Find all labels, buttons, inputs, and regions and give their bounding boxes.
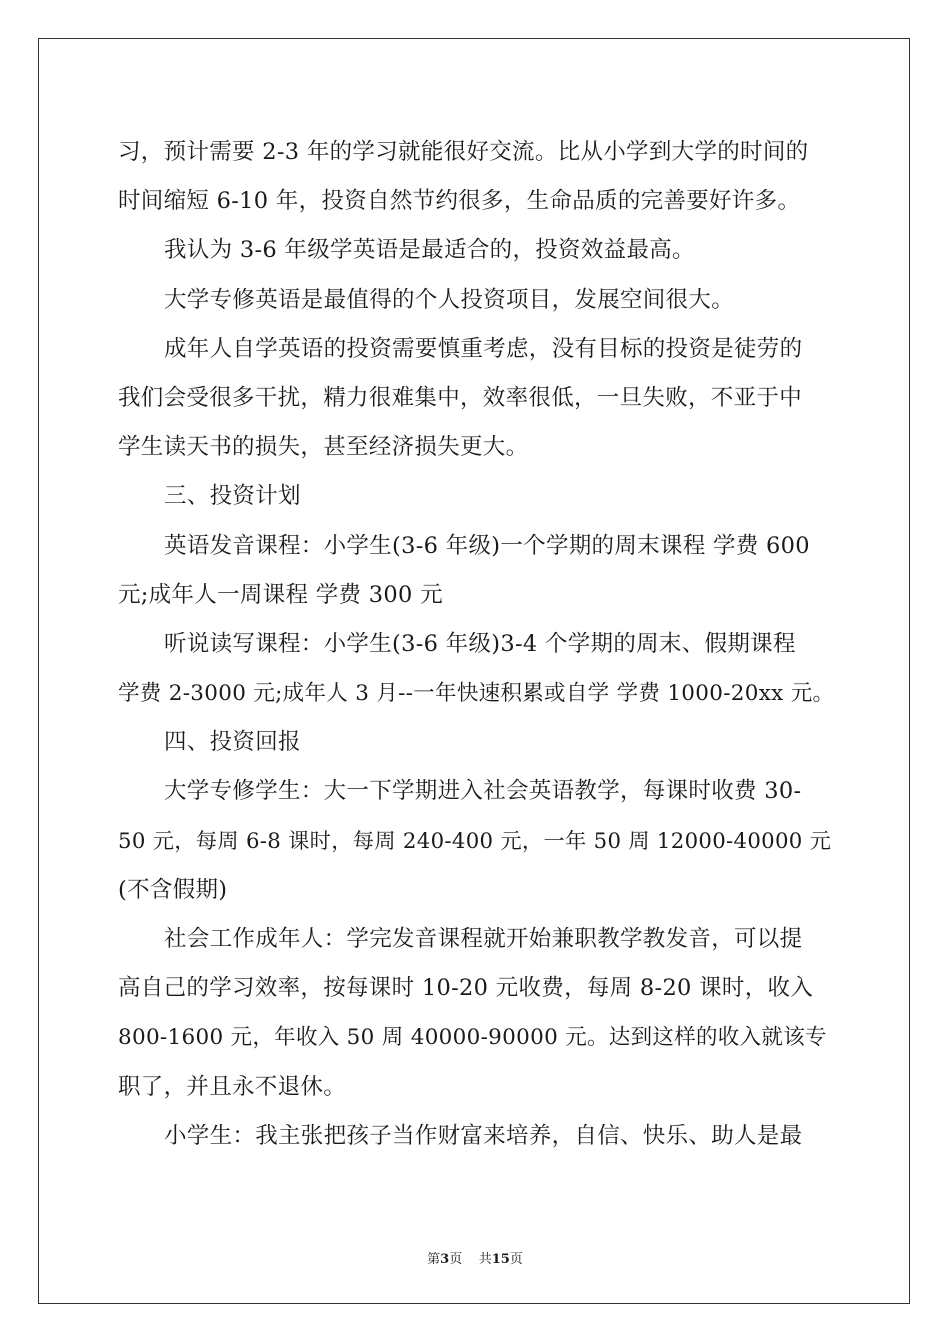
text-line: 成年人自学英语的投资需要慎重考虑，没有目标的投资是徒劳的 [164, 335, 803, 362]
text-line: 社会工作成年人：学完发音课程就开始兼职教学教发音，可以提 [164, 926, 803, 952]
text-line: 听说读写课程：小学生(3-6 年级)3-4 个学期的周末、假期课程 [164, 630, 796, 657]
footer-page-number: 3 [440, 1252, 450, 1267]
text-line: 职了，并且永不退休。 [118, 1073, 347, 1100]
text-line: 小学生：我主张把孩子当作财富来培养，自信、快乐、助人是最 [164, 1122, 803, 1149]
text-line: 50 元，每周 6-8 课时，每周 240-400 元，一年 50 周 12000-40000 元 [118, 828, 832, 854]
document-body [118, 128, 834, 1161]
page-footer [0, 1248, 950, 1267]
text-line: 我认为 3-6 年级学英语是最适合的，投资效益最高。 [164, 237, 695, 264]
footer-page-prefix: 第 [427, 1252, 441, 1267]
text-line: 大学专修英语是最值得的个人投资项目，发展空间很大。 [164, 286, 735, 313]
text-line: 元;成年人一周课程 学费 300 元 [118, 581, 443, 608]
text-line: 三、投资计划 [164, 483, 301, 510]
footer-total-prefix: 共 [478, 1252, 492, 1267]
text-line: 英语发音课程：小学生(3-6 年级)一个学期的周末课程 学费 600 [164, 532, 810, 559]
footer-total-pages: 15 [491, 1252, 510, 1267]
footer-total-suffix: 页 [509, 1252, 523, 1267]
text-line: 学生读天书的损失，甚至经济损失更大。 [118, 434, 529, 461]
footer-page-suffix: 页 [449, 1252, 463, 1267]
text-line: 高自己的学习效率，按每课时 10-20 元收费，每周 8-20 课时，收入 [118, 975, 814, 1002]
text-line: 学费 2-3000 元;成年人 3 月--一年快速积累或自学 学费 1000-20xx 元。 [118, 681, 835, 707]
text-line: 800-1600 元，年收入 50 周 40000-90000 元。达到这样的收入就该专 [118, 1025, 827, 1051]
text-line: 我们会受很多干扰，精力很难集中，效率很低，一旦失败，不亚于中 [118, 384, 803, 411]
text-line: 习，预计需要 2-3 年的学习就能很好交流。比从小学到大学的时间的 [118, 139, 809, 165]
text-line: 大学专修学生：大一下学期进入社会英语教学，每课时收费 30- [164, 778, 802, 805]
text-line: 时间缩短 6-10 年，投资自然节约很多，生命品质的完善要好许多。 [118, 188, 801, 215]
text-line: (不含假期) [118, 876, 228, 903]
text-line: 四、投资回报 [164, 729, 301, 756]
